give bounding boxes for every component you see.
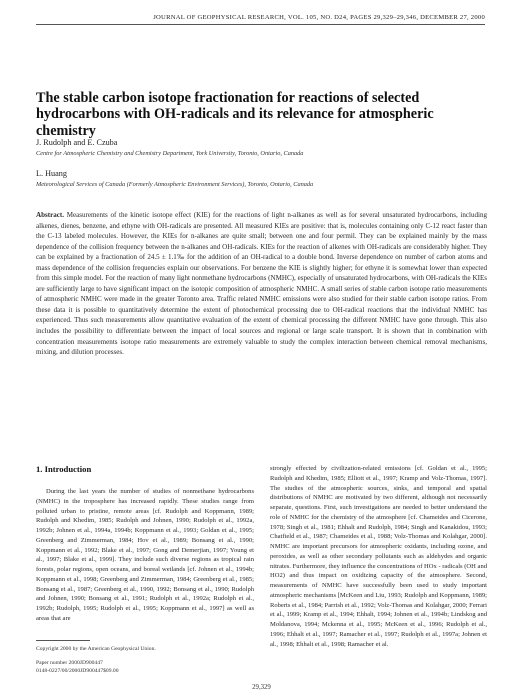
issn-line: 0148-0227/00/2000JD900447$09.00 — [36, 668, 119, 674]
copyright-notice: Copyright 2000 by the American Geophysical Union. — [36, 646, 156, 652]
abstract-label: Abstract. — [36, 211, 64, 219]
paper-number: Paper number 2000JD900447 — [36, 660, 103, 666]
authors-primary: J. Rudolph and E. Czuba — [36, 138, 118, 147]
running-head: JOURNAL OF GEOPHYSICAL RESEARCH, VOL. 105, NO. D24, PAGES 29,329–29,346, DECEMBER 27, 2000 — [36, 14, 485, 25]
affiliation-secondary: Meteorological Services of Canada (Formerly Atmospheric Environment Services), Toronto, Ontario, Canada — [36, 181, 314, 188]
page-number: 29,329 — [252, 684, 271, 691]
right-column — [270, 464, 487, 649]
authors-secondary: L. Huang — [36, 169, 67, 178]
introduction-paragraph-left: During the last years the number of studies of nonmethane hydrocarbons (NMHC) in the troposphere has increased rapidly. These studies range from polluted urban to pristine, remote areas [cf. Rudolph and Koppmann, 1989; Rudolph and Khedim, 1985; Rudolph and Johnen, 1990; Rudolph et al., 1992a, 1992b; Johnen et al., 1994a, 1994b; Koppmann et al., 1993; Goldan et al., 1995; Greenberg and Zimmerman, 1984; Hov et al., 1989; Bonsang et al., 1990; Koppmann et al., 1992; Blake et al., 1997; Gong and Demerjian, 1997; Young et al., 1997; Blake et al., 1999]. They include such diverse regions as tropical rain forests, polar regions, open oceans, and boreal wetlands [cf. Johnen et al., 1994b; Koppmann et al., 1998; Greenberg and Zimmerman, 1984; Greenberg et al., 1985; Bonsang et al., 1987; Greenberg et al., 1990, 1992; Bonsang et al., 1990; Rudolph and Johnen, 1990; Bonsang et al., 1991; Rudolph et al., 1992a; Rudolph et al., 1992b; Rudolph, 1995; Rudolph et al., 1995; Koppmann et al., 1997] as well as areas that are — [36, 488, 254, 622]
footnotes — [36, 640, 254, 675]
footnote-rule — [36, 640, 90, 641]
abstract-text: Measurements of the kinetic isotope effect (KIE) for the reactions of light n-alkanes as well as for several unsaturated hydrocarbons, including alkenes, dienes, benzene, and ethyne with OH-radicals are presented. All measured KIEs are positive: that is, molecules containing only C-12 react faster than the C-13 labeled molecules. However, the KIEs for n-alkanes are quite small; between one and four permil. They can be explained mainly by the mass dependence of the collision frequency between the n-alkanes and OH-radicals. KIEs for the reaction of alkenes with OH-radicals are considerably higher. They can be explained by a fractionation of 24.5 ± 1.1‰ for the addition of an OH-radical to a double bond. Inverse dependence on number of carbon atoms and mass dependence of the collision frequencies explain our observations. For benzene the KIE is slightly higher; for ethyne it is somewhat lower than expected from this simple model. For the reaction of many light nonmethane hydrocarbons (NMHC), especially of unsaturated hydrocarbons, with OH-radicals the KIEs are sufficiently large to have significant impact on the isotopic composition of atmospheric NMHC. A small series of stable carbon isotope ratio measurements of atmospheric NMHC were made in the greater Toronto area. Traffic related NMHC emissions were also studied for their stable carbon isotope ratios. From these data it is possible to quantitatively determine the extent of photochemical processing due to OH-radical reactions that the individual NMHC has experienced. Thus such measurements allow quantitative evaluation of the extent of chemical processing the different NMHC have gone through. This also includes the possibility to differentiate between the impact of local sources and regional or large scale transport. It is shown that in combination with concentration measurements isotope ratio measurements are extremely valuable to study the complex interaction between chemical removal mechanisms, mixing, and dilution processes. — [36, 211, 487, 357]
left-column — [36, 464, 254, 624]
section-heading-introduction: 1. Introduction — [36, 464, 92, 474]
abstract — [36, 210, 487, 358]
affiliation-primary: Centre for Atmospheric Chemistry and Chemistry Department, York University, Toronto, Ontario, Canada — [36, 150, 304, 157]
article-title: The stable carbon isotope fractionation for reactions of selected hydrocarbons with OH-radicals and its relevance for atmospheric chemistry — [36, 89, 434, 139]
introduction-paragraph-right: strongly effected by civilization-related emissions [cf. Goldan et al., 1995; Rudolph and Khedim, 1985; Elliott et al., 1997; Kramp and Volz-Thomas, 1997]. The studies of the atmospheric sources, sinks, and temporal and spatial distributions of NMHC are motivated by two different, although not necessarily separate, questions. First, such investigations are needed to better understand the role of NMHC for the chemistry of the atmosphere [cf. Chameides and Cicerone, 1978; Singh et al., 1981; Ehhalt and Rudolph, 1984; Singh and Kanakidou, 1993; Chatfield et al., 1987; Chameides et al., 1988; Volz-Thomas and Kolahgar, 2000]. NMHC are important precursors for atmospheric oxidants, including ozone, and peroxides, as well as other secondary pollutants such as aldehydes and organic nitrates. Furthermore, they influence the concentrations of HOx - radicals (OH and HO2) and thus impact on oxidizing capacity of the atmosphere. Second, measurements of NMHC have successfully been used to study important atmospheric mechanisms [McKeen and Liu, 1993; Rudolph and Koppmann, 1989; Roberts et al., 1984; Parrish et al., 1992; Volz-Thomas and Kolahgar, 2000; Ferrari et al., 1999; Kramp et al., 1994; Ehhalt, 1994; Johnen et al., 1994b; Lindskog and Moldanova, 1994; Mckenna et al., 1995; McKeen et al., 1996; Rudolph et al., 1996; Ehhalt et al., 1997; Ramacher et al., 1997; Rudolph et al., 1997a; Johnen et al., 1998; Ehhalt et al., 1998; Ramacher et al. — [270, 465, 487, 648]
